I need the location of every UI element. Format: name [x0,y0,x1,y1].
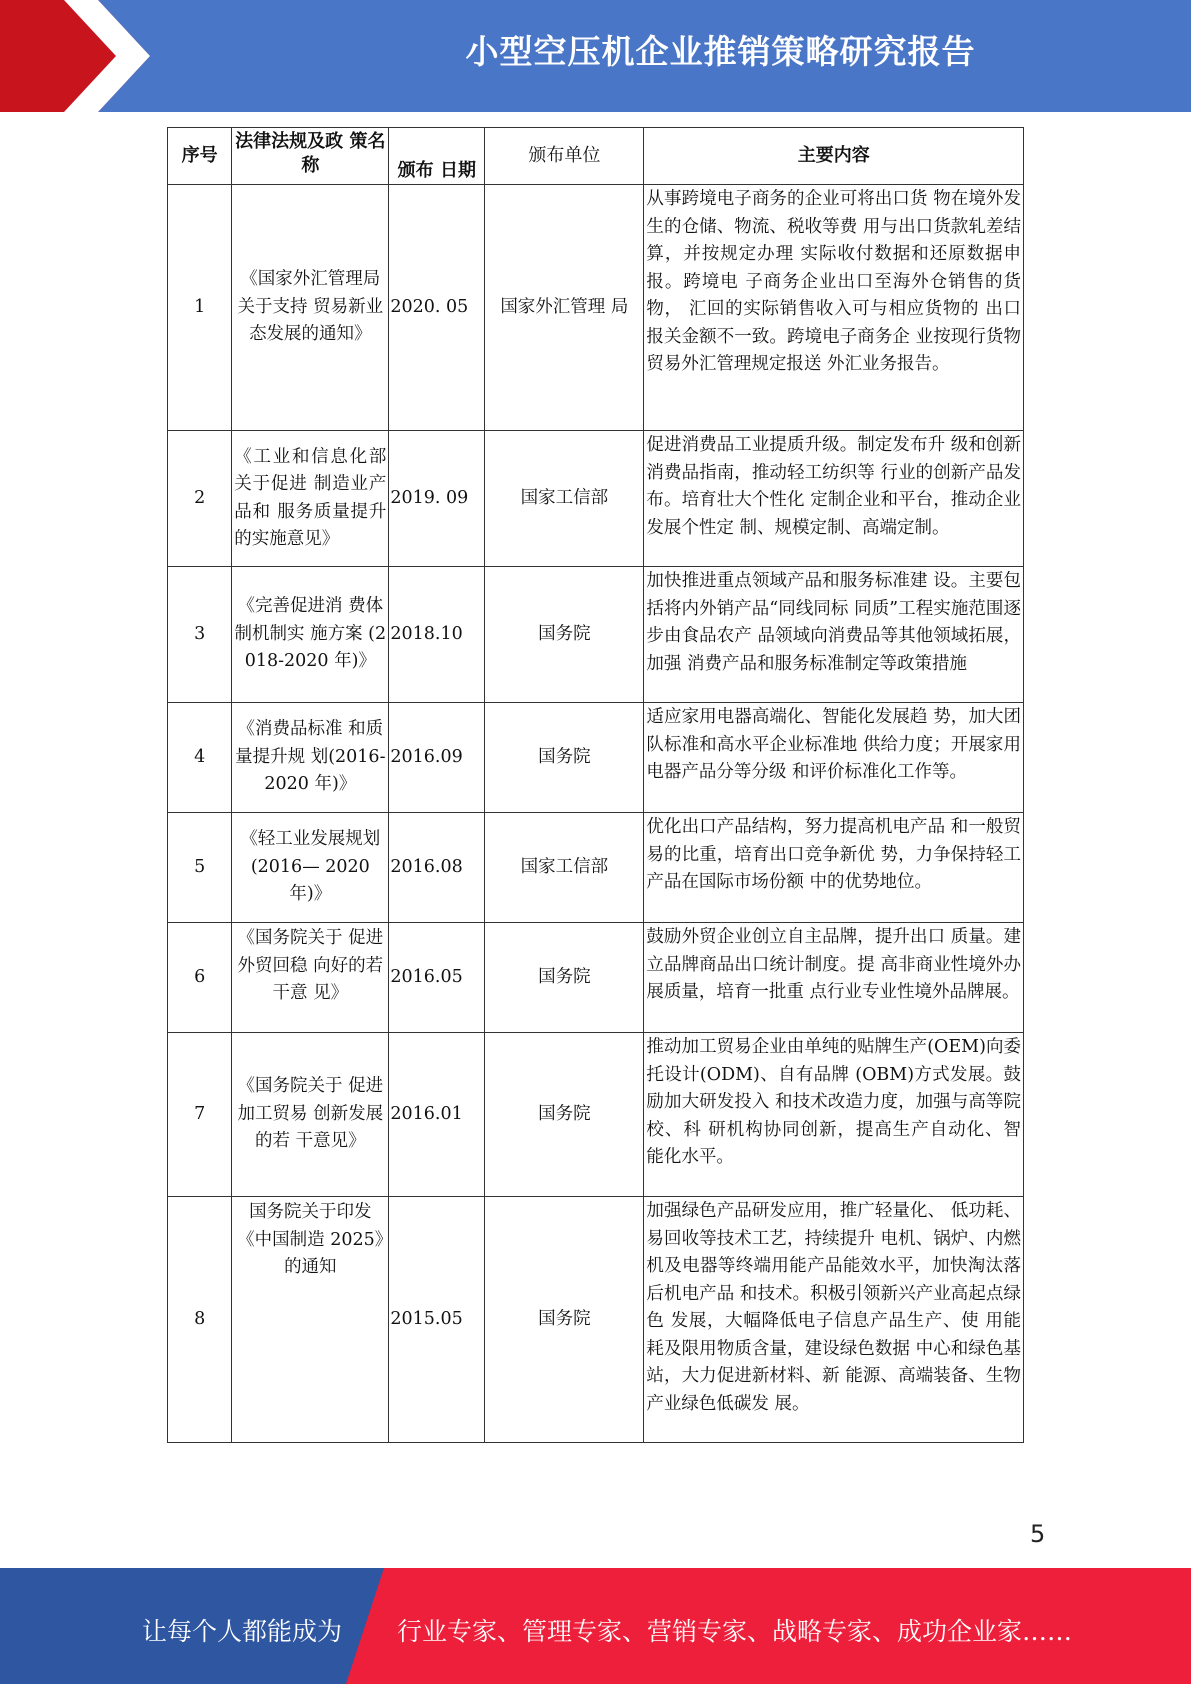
table-row [168,431,1024,567]
row-no: 3 [168,567,232,703]
table-row [168,567,1024,703]
header-date: 颁布 日期 [389,128,485,185]
table-row [168,1033,1024,1197]
row-no: 4 [168,703,232,813]
policy-table-container [167,127,1024,1443]
row-content: 加快推进重点领域产品和服务标准建 设。主要包括将内外销产品“同线同标 同质”工程实施范围逐步由食品农产 品领域向消费品等其他领域拓展，加强 消费产品和服务标准制定等政策措施 [644,567,1024,703]
row-date: 2016.09 [389,703,485,813]
row-content: 优化出口产品结构，努力提高机电产品 和一般贸易的比重，培育出口竞争新优 势，力争保持轻工产品在国际市场份额 中的优势地位。 [644,813,1024,923]
policy-table [167,127,1024,1443]
document-title: 小型空压机企业推销策略研究报告 [465,32,976,71]
row-name: 《国务院关于 促进外贸回稳 向好的若干意 见》 [232,923,389,1033]
table-row [168,813,1024,923]
table-row [168,923,1024,1033]
row-org: 国务院 [485,923,644,1033]
table-row [168,703,1024,813]
table-header-row [168,128,1024,185]
row-content: 从事跨境电子商务的企业可将出口货 物在境外发生的仓储、物流、税收等费 用与出口货款轧差结算，并按规定办理 实际收付数据和还原数据申报。跨境电 子商务企业出口至海外仓销售的货物， 汇回的实际销售收入可与相应货物的 出口报关金额不一致。跨境电子商务企 业按现行货物贸易外汇管理规定报送 外汇业务报告。 [644,185,1024,431]
row-content: 鼓励外贸企业创立自主品牌，提升出口 质量。建立品牌商品出口统计制度。提 高非商业性境外办展质量，培育一批重 点行业专业性境外品牌展。 [644,923,1024,1033]
row-no: 1 [168,185,232,431]
row-date: 2020. 05 [389,185,485,431]
row-name: 《完善促进消 费体制机制实 施方案 (2018-2020 年)》 [232,567,389,703]
footer-slogan-left: 让每个人都能成为 [142,1617,343,1646]
row-name: 《国家外汇管理局关于支持 贸易新业态发展的通知》 [232,185,389,431]
row-no: 7 [168,1033,232,1197]
row-name: 《轻工业发展规划(2016— 2020 年)》 [232,813,389,923]
row-content: 促进消费品工业提质升级。制定发布升 级和创新消费品指南，推动轻工纺织等 行业的创新产品发布。培育壮大个性化 定制企业和平台，推动企业发展个性定 制、规模定制、高端定制。 [644,431,1024,567]
row-name: 《工业和信息化部关于促进 制造业产品和 服务质量提升 的实施意见》 [232,431,389,567]
page-header [0,0,1191,112]
row-name: 国务院关于印发《中国制造 2025》的通知 [232,1197,389,1443]
page-number: 5 [1030,1520,1046,1548]
row-date: 2016.05 [389,923,485,1033]
row-date: 2015.05 [389,1197,485,1443]
row-org: 国务院 [485,703,644,813]
table-row [168,185,1024,431]
row-org: 国家工信部 [485,431,644,567]
row-content: 适应家用电器高端化、智能化发展趋 势，加大团队标准和高水平企业标准地 供给力度；开展家用电器产品分等分级 和评价标准化工作等。 [644,703,1024,813]
row-date: 2016.08 [389,813,485,923]
header-content: 主要内容 [644,128,1024,185]
row-date: 2018.10 [389,567,485,703]
row-org: 国家外汇管理 局 [485,185,644,431]
row-no: 6 [168,923,232,1033]
header-no: 序号 [168,128,232,185]
row-no: 5 [168,813,232,923]
row-date: 2016.01 [389,1033,485,1197]
footer-slogan-right: 行业专家、管理专家、营销专家、战略专家、成功企业家…… [397,1617,1073,1646]
row-no: 2 [168,431,232,567]
row-no: 8 [168,1197,232,1443]
page-footer [0,1568,1191,1684]
header-name: 法律法规及政 策名称 [232,128,389,185]
header-org: 颁布单位 [485,128,644,185]
row-org: 国务院 [485,567,644,703]
table-row [168,1197,1024,1443]
row-name: 《消费品标准 和质量提升规 划(2016-2020 年)》 [232,703,389,813]
row-org: 国务院 [485,1197,644,1443]
row-content: 推动加工贸易企业由单纯的贴牌生产(OEM)向委托设计(ODM)、自有品牌 (OBM)方式发展。鼓励加大研发投入 和技术改造力度，加强与高等院校、科 研机构协同创新，提高生产自动化、智 能化水平。 [644,1033,1024,1197]
row-date: 2019. 09 [389,431,485,567]
row-name: 《国务院关于 促进加工贸易 创新发展的若 干意见》 [232,1033,389,1197]
row-org: 国务院 [485,1033,644,1197]
row-content: 加强绿色产品研发应用，推广轻量化、 低功耗、易回收等技术工艺，持续提升 电机、锅炉、内燃机及电器等终端用能产品能效水平，加快淘汰落后机电产品 和技术。积极引领新兴产业高起点绿色 发展，大幅降低电子信息产品生产、使 用能耗及限用物质含量，建设绿色数据 中心和绿色基站，大力促进新材料、新 能源、高端装备、生物产业绿色低碳发 展。 [644,1197,1024,1443]
row-org: 国家工信部 [485,813,644,923]
